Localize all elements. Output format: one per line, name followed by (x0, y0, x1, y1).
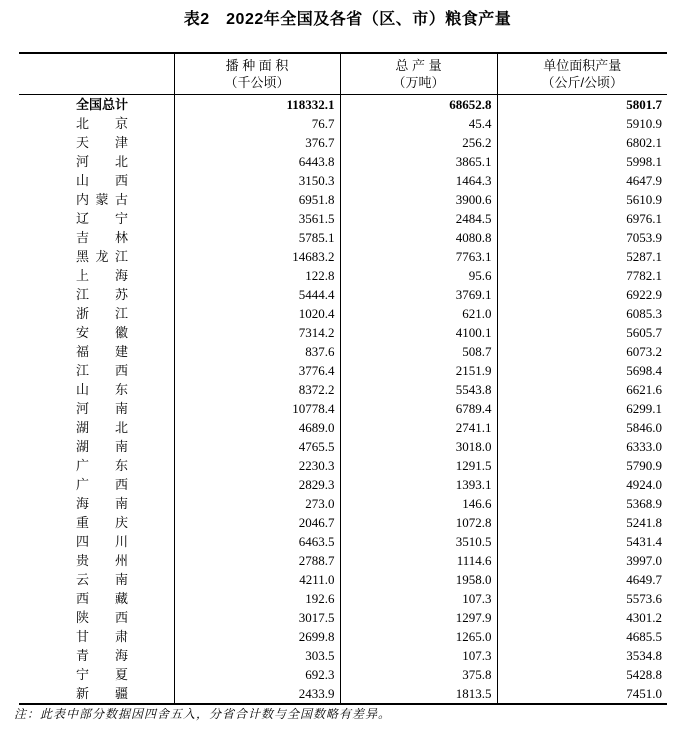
table-row (19, 266, 667, 285)
region-cell (19, 247, 174, 266)
output-cell: 1291.5 (340, 456, 497, 475)
table-row (19, 494, 667, 513)
region-cell (19, 133, 174, 152)
output-cell: 95.6 (340, 266, 497, 285)
yield-cell: 6333.0 (626, 439, 662, 454)
yield-header-line1: 单位面积产量 (543, 58, 622, 73)
yield-cell: 5801.7 (626, 97, 662, 112)
table-row (19, 437, 667, 456)
sown-area-cell: 1020.4 (174, 304, 340, 323)
yield-cell: 6299.1 (626, 401, 662, 416)
output-cell: 107.3 (340, 646, 497, 665)
output-cell: 2151.9 (340, 361, 497, 380)
region-name: 甘肃 (76, 629, 128, 644)
region-cell (19, 532, 174, 551)
region-cell (19, 456, 174, 475)
yield-cell: 5698.4 (626, 363, 662, 378)
table-row (19, 608, 667, 627)
table-row (19, 361, 667, 380)
output-cell: 375.8 (340, 665, 497, 684)
table-row (19, 304, 667, 323)
sown-area-cell: 3561.5 (174, 209, 340, 228)
region-cell (19, 228, 174, 247)
region-name: 陕西 (76, 610, 128, 625)
sown-area-header-line1: 播 种 面 积 (225, 58, 289, 73)
region-name: 四川 (76, 534, 128, 549)
region-cell (19, 418, 174, 437)
region-cell (19, 684, 174, 704)
sown-area-cell: 10778.4 (174, 399, 340, 418)
sown-area-cell: 2046.7 (174, 513, 340, 532)
yield-cell: 5428.8 (626, 667, 662, 682)
table-row (19, 133, 667, 152)
output-cell: 5543.8 (340, 380, 497, 399)
sown-area-cell: 2788.7 (174, 551, 340, 570)
sown-area-cell: 303.5 (174, 646, 340, 665)
sown-area-cell: 2829.3 (174, 475, 340, 494)
table-row (19, 380, 667, 399)
sown-area-cell: 837.6 (174, 342, 340, 361)
table-row (19, 152, 667, 171)
yield-cell: 4649.7 (626, 572, 662, 587)
table-row (19, 646, 667, 665)
region-cell (19, 114, 174, 133)
table-row (19, 418, 667, 437)
region-cell (19, 95, 174, 115)
region-name: 广西 (76, 477, 128, 492)
sown-area-cell: 118332.1 (174, 95, 340, 115)
region-name: 内蒙古 (76, 192, 128, 207)
sown-area-cell: 4689.0 (174, 418, 340, 437)
region-cell (19, 380, 174, 399)
yield-cell: 6976.1 (626, 211, 662, 226)
table-row (19, 456, 667, 475)
region-cell (19, 646, 174, 665)
region-cell (19, 665, 174, 684)
region-name: 云南 (76, 572, 128, 587)
output-cell: 3769.1 (340, 285, 497, 304)
table-row (19, 684, 667, 704)
region-name: 贵州 (76, 553, 128, 568)
output-cell: 3865.1 (340, 152, 497, 171)
region-name: 青海 (76, 648, 128, 663)
yield-cell: 5287.1 (626, 249, 662, 264)
sown-area-cell: 376.7 (174, 133, 340, 152)
yield-cell: 5241.8 (626, 515, 662, 530)
yield-cell: 4647.9 (626, 173, 662, 188)
sown-area-cell: 3150.3 (174, 171, 340, 190)
table-row (19, 342, 667, 361)
region-cell (19, 285, 174, 304)
table-row (19, 285, 667, 304)
yield-cell: 5910.9 (626, 116, 662, 131)
region-cell (19, 627, 174, 646)
region-name: 北京 (76, 116, 128, 131)
yield-cell: 7053.9 (626, 230, 662, 245)
yield-cell: 7782.1 (626, 268, 662, 283)
region-name: 海南 (76, 496, 128, 511)
sown-area-cell: 273.0 (174, 494, 340, 513)
yield-cell: 6073.2 (626, 344, 662, 359)
region-name: 福建 (76, 344, 128, 359)
output-header-line2: （万吨） (392, 75, 445, 90)
output-cell: 1958.0 (340, 570, 497, 589)
region-cell (19, 570, 174, 589)
sown-area-cell: 4765.5 (174, 437, 340, 456)
sown-area-cell: 8372.2 (174, 380, 340, 399)
sown-area-cell: 3776.4 (174, 361, 340, 380)
sown-area-cell: 14683.2 (174, 247, 340, 266)
table-row (19, 627, 667, 646)
output-cell: 1464.3 (340, 171, 497, 190)
output-cell: 68652.8 (340, 95, 497, 115)
region-name: 全国总计 (76, 97, 129, 112)
sown-area-header-line2: （千公顷） (224, 75, 290, 90)
yield-cell: 4301.2 (626, 610, 662, 625)
sown-area-cell: 5785.1 (174, 228, 340, 247)
region-cell (19, 152, 174, 171)
output-cell: 4100.1 (340, 323, 497, 342)
region-name: 辽宁 (76, 211, 128, 226)
yield-header-line2: （公斤/公顷） (541, 75, 624, 90)
output-cell: 3900.6 (340, 190, 497, 209)
region-name: 安徽 (76, 325, 128, 340)
sown-area-cell: 192.6 (174, 589, 340, 608)
region-cell (19, 190, 174, 209)
table-row (19, 114, 667, 133)
yield-cell: 5605.7 (626, 325, 662, 340)
table-row (19, 665, 667, 684)
sown-area-cell: 692.3 (174, 665, 340, 684)
output-cell: 1072.8 (340, 513, 497, 532)
region-name: 吉林 (76, 230, 128, 245)
region-cell (19, 399, 174, 418)
region-cell (19, 361, 174, 380)
table-row (19, 228, 667, 247)
grain-production-table (19, 52, 667, 705)
region-cell (19, 513, 174, 532)
region-cell (19, 266, 174, 285)
region-name: 天津 (76, 135, 128, 150)
region-cell (19, 494, 174, 513)
sown-area-cell: 2699.8 (174, 627, 340, 646)
region-name: 湖南 (76, 439, 128, 454)
output-header-line1: 总 产 量 (395, 58, 442, 73)
sown-area-cell: 5444.4 (174, 285, 340, 304)
region-name: 江苏 (76, 287, 128, 302)
table-row (19, 475, 667, 494)
table-row (19, 513, 667, 532)
yield-cell: 3997.0 (626, 553, 662, 568)
table-title: 表2 2022年全国及各省（区、市）粮食产量 (183, 11, 512, 28)
region-cell (19, 551, 174, 570)
sown-area-cell: 2433.9 (174, 684, 340, 704)
output-cell: 1393.1 (340, 475, 497, 494)
output-cell: 2484.5 (340, 209, 497, 228)
region-cell (19, 209, 174, 228)
table-row (19, 570, 667, 589)
region-name: 江西 (76, 363, 128, 378)
yield-cell: 4924.0 (626, 477, 662, 492)
region-name: 西藏 (76, 591, 128, 606)
region-name: 山东 (76, 382, 128, 397)
sown-area-cell: 122.8 (174, 266, 340, 285)
sown-area-cell: 7314.2 (174, 323, 340, 342)
output-cell: 45.4 (340, 114, 497, 133)
region-column-header (19, 53, 174, 95)
sown-area-cell: 6443.8 (174, 152, 340, 171)
output-column-header (340, 53, 497, 95)
yield-column-header (497, 53, 667, 95)
table-row (19, 171, 667, 190)
output-cell: 1297.9 (340, 608, 497, 627)
sown-area-column-header (174, 53, 340, 95)
table-row (19, 399, 667, 418)
table-row (19, 190, 667, 209)
region-cell (19, 589, 174, 608)
region-name: 山西 (76, 173, 128, 188)
table-row (19, 532, 667, 551)
table-row (19, 247, 667, 266)
yield-cell: 4685.5 (626, 629, 662, 644)
output-cell: 1265.0 (340, 627, 497, 646)
yield-cell: 6621.6 (626, 382, 662, 397)
region-name: 湖北 (76, 420, 128, 435)
output-cell: 7763.1 (340, 247, 497, 266)
output-cell: 2741.1 (340, 418, 497, 437)
table-row (19, 95, 667, 115)
table-body (19, 95, 667, 705)
region-cell (19, 171, 174, 190)
output-cell: 1114.6 (340, 551, 497, 570)
region-cell (19, 323, 174, 342)
output-cell: 3510.5 (340, 532, 497, 551)
table-row (19, 551, 667, 570)
region-cell (19, 437, 174, 456)
region-name: 河南 (76, 401, 128, 416)
sown-area-cell: 2230.3 (174, 456, 340, 475)
yield-cell: 5610.9 (626, 192, 662, 207)
region-cell (19, 475, 174, 494)
sown-area-cell: 6463.5 (174, 532, 340, 551)
region-name: 重庆 (76, 515, 128, 530)
region-cell (19, 342, 174, 361)
yield-cell: 5846.0 (626, 420, 662, 435)
yield-cell: 5998.1 (626, 154, 662, 169)
sown-area-cell: 76.7 (174, 114, 340, 133)
output-cell: 107.3 (340, 589, 497, 608)
output-cell: 6789.4 (340, 399, 497, 418)
yield-cell: 5431.4 (626, 534, 662, 549)
output-cell: 256.2 (340, 133, 497, 152)
yield-cell: 6085.3 (626, 306, 662, 321)
sown-area-cell: 4211.0 (174, 570, 340, 589)
output-cell: 3018.0 (340, 437, 497, 456)
output-cell: 508.7 (340, 342, 497, 361)
yield-cell: 3534.8 (626, 648, 662, 663)
footnote: 注：此表中部分数据因四舍五入，分省合计数与全国数略有差异。 (14, 707, 392, 721)
sown-area-cell: 6951.8 (174, 190, 340, 209)
region-name: 黑龙江 (76, 249, 128, 264)
yield-cell: 7451.0 (626, 686, 662, 701)
region-name: 宁夏 (76, 667, 128, 682)
region-name: 上海 (76, 268, 128, 283)
table-row (19, 209, 667, 228)
region-name: 河北 (76, 154, 128, 169)
yield-cell: 6922.9 (626, 287, 662, 302)
output-cell: 146.6 (340, 494, 497, 513)
yield-cell: 5573.6 (626, 591, 662, 606)
sown-area-cell: 3017.5 (174, 608, 340, 627)
output-cell: 4080.8 (340, 228, 497, 247)
output-cell: 621.0 (340, 304, 497, 323)
table-row (19, 589, 667, 608)
region-cell (19, 608, 174, 627)
yield-cell: 5790.9 (626, 458, 662, 473)
region-name: 浙江 (76, 306, 128, 321)
header-row (19, 53, 667, 95)
region-name: 新疆 (76, 686, 128, 701)
output-cell: 1813.5 (340, 684, 497, 704)
yield-cell: 5368.9 (626, 496, 662, 511)
region-name: 广东 (76, 458, 128, 473)
table-row (19, 323, 667, 342)
yield-cell: 6802.1 (626, 135, 662, 150)
region-cell (19, 304, 174, 323)
